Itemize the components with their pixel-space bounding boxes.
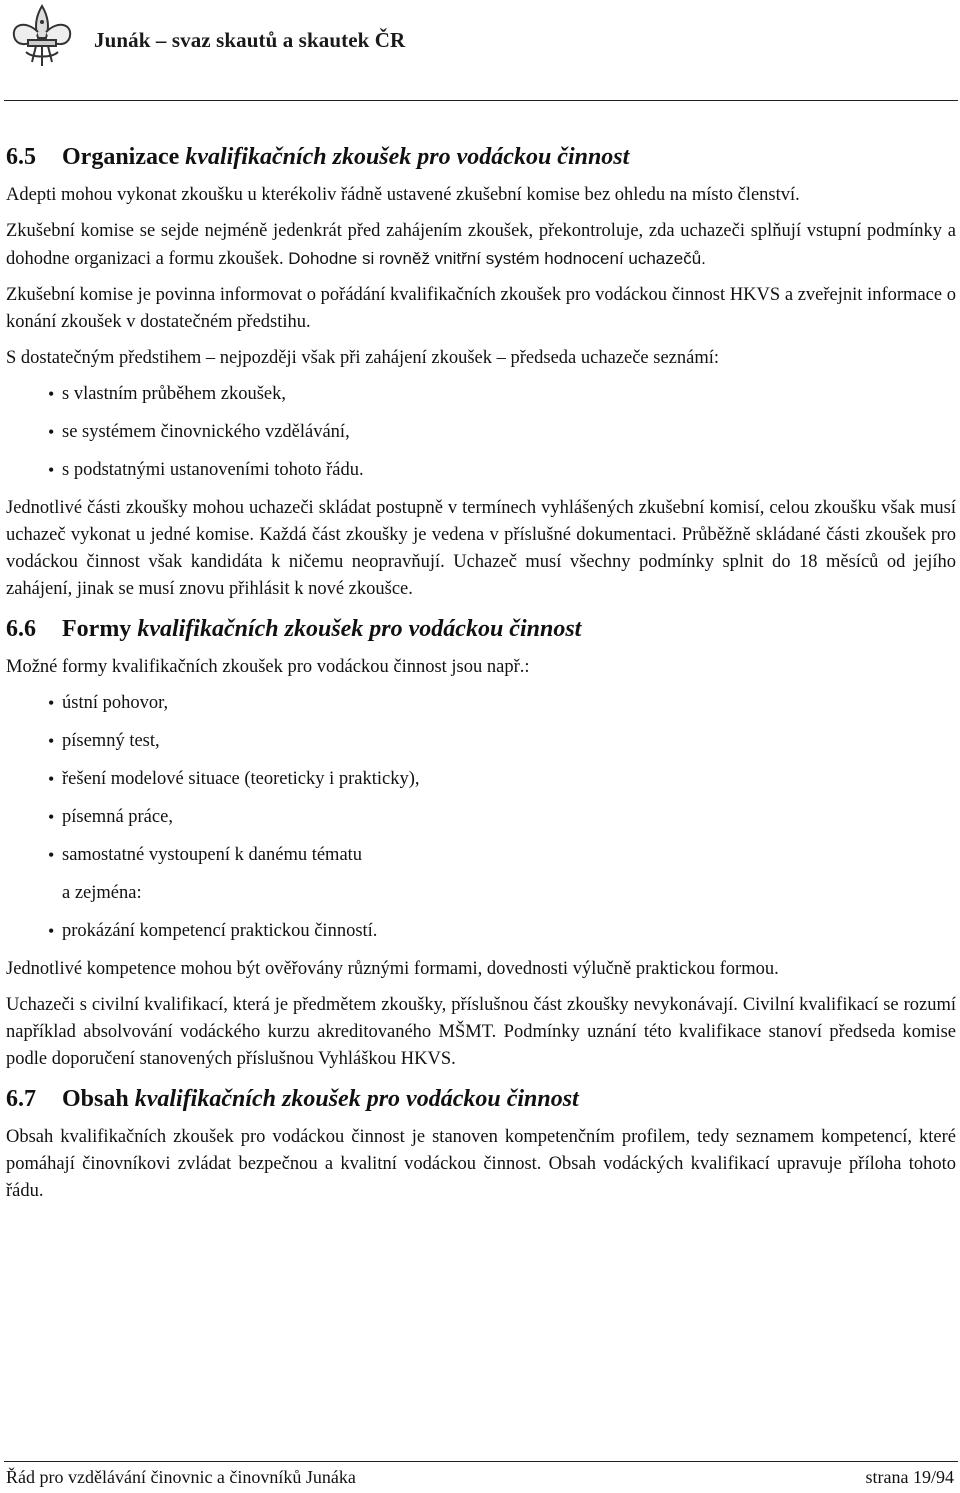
paragraph: Jednotlivé kompetence mohou být ověřovány různými formami, dovednosti výlučně praktickou formou. — [6, 959, 779, 979]
section-6-5-heading — [6, 140, 956, 174]
fleur-de-lis-scout-logo-icon — [6, 2, 78, 70]
document-body — [6, 140, 956, 1214]
section-title-italic: kvalifikačních zkoušek pro vodáckou činnost — [137, 616, 582, 642]
paragraph: Adepti mohou vykonat zkoušku u kterékoliv řádně ustavené zkušební komise bez ohledu na místo členství. — [6, 185, 800, 205]
list-connector: a zejména: — [62, 883, 142, 903]
list-item: • písemná práce, — [50, 804, 956, 831]
section-title-plain: Organizace — [62, 144, 186, 170]
footer-divider — [4, 1461, 958, 1462]
footer-page-number: strana 19/94 — [865, 1467, 954, 1487]
section-title-plain: Formy — [62, 616, 138, 642]
footer-document-title: Řád pro vzdělávání činovnic a činovníků Junáka — [6, 1467, 356, 1487]
paragraph: S dostatečným předstihem – nejpozději však při zahájení zkoušek – předseda uchazeče seznámí: — [6, 348, 720, 368]
list-item: • ústní pohovor, — [50, 690, 956, 717]
list-item: • prokázání kompetencí praktickou činností. — [50, 918, 956, 945]
section-title-italic: kvalifikačních zkoušek pro vodáckou činnost — [134, 1086, 579, 1112]
list-item: • řešení modelové situace (teoreticky i prakticky), — [50, 766, 956, 793]
list-item: • písemný test, — [50, 728, 956, 755]
header-title: Junák – svaz skautů a skautek ČR — [94, 28, 406, 52]
bullet-list — [6, 381, 956, 484]
paragraph-text-sans: Dohodne si rovněž vnitřní systém hodnocení uchazečů. — [288, 249, 706, 268]
bullet-list — [6, 918, 956, 945]
section-number: 6.7 — [6, 1086, 36, 1112]
list-item: • samostatné vystoupení k danému tématu — [50, 842, 956, 869]
paragraph — [6, 218, 956, 273]
section-6-7-heading — [6, 1082, 956, 1116]
page-header — [4, 2, 956, 72]
paragraph: Jednotlivé části zkoušky mohou uchazeči skládat postupně v termínech vyhlášených zkušební komisí, celou zkoušku však musí uchazeč vykonat u jedné komise. Každá část zkoušky je vedena v příslušné dokumentaci. Průběžně skládané části zkoušek pro vodáckou činnost však kandidáta k ničemu neopravňují. Uchazeč musí všechny podmínky splnit do 18 měsíců od jejího zahájení, jinak se musí znovu přihlásit k nové zkoušce. — [6, 498, 956, 599]
section-title-plain: Obsah — [62, 1086, 135, 1112]
paragraph: Obsah kvalifikačních zkoušek pro vodáckou činnost je stanoven kompetenčním profilem, tedy seznamem kompetencí, které pomáhají činovníkovi zvládat bezpečnou a kvalitní vodáckou činnost. Obsah vodáckých kvalifikací upravuje příloha tohoto řádu. — [6, 1127, 956, 1201]
section-number: 6.6 — [6, 616, 36, 642]
section-6-6-heading — [6, 612, 956, 646]
section-number: 6.5 — [6, 144, 36, 170]
list-item: • s podstatnými ustanoveními tohoto řádu. — [50, 457, 956, 484]
paragraph: Možné formy kvalifikačních zkoušek pro vodáckou činnost jsou např.: — [6, 657, 530, 677]
paragraph-text: Zkušební komise se sejde nejméně jedenkrát před zahájením zkoušek, překontroluje, zda uchazeči splňují vstupní podmínky a dohodne organizaci a formu zkoušek. — [6, 221, 956, 269]
paragraph: Uchazeči s civilní kvalifikací, která je předmětem zkoušky, příslušnou část zkoušky nevykonávají. Civilní kvalifikací se rozumí například absolvování vodáckého kurzu akreditovaného MŠMT. Podmínky uznání této kvalifikace stanoví předseda komise podle doporučení stanovených příslušnou Vyhláškou HKVS. — [6, 995, 956, 1069]
header-divider — [4, 100, 958, 101]
list-item: • se systémem činovnického vzdělávání, — [50, 419, 956, 446]
section-title-italic: kvalifikačních zkoušek pro vodáckou činnost — [185, 144, 630, 170]
paragraph: Zkušební komise je povinna informovat o pořádání kvalifikačních zkoušek pro vodáckou činnost HKVS a zveřejnit informace o konání zkoušek v dostatečném předstihu. — [6, 285, 956, 332]
list-item: • s vlastním průběhem zkoušek, — [50, 381, 956, 408]
bullet-list — [6, 690, 956, 869]
